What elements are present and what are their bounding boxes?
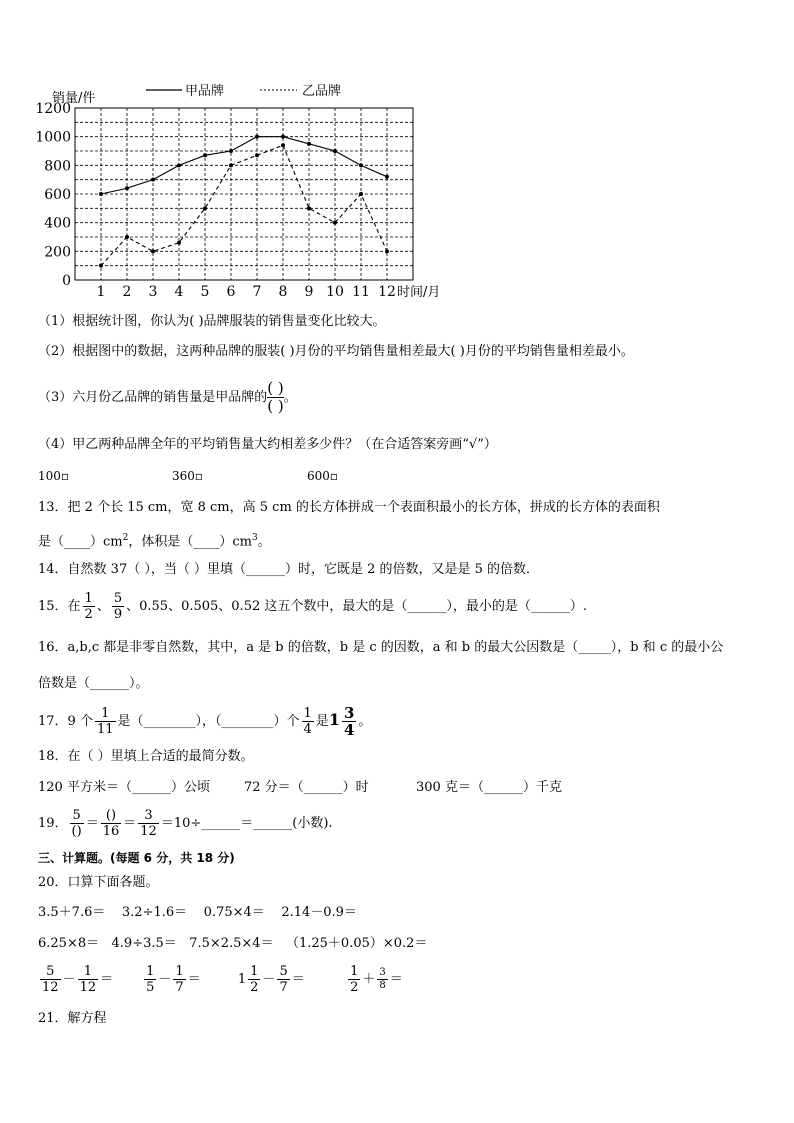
denominator: 2 [350, 980, 359, 995]
sup-3: 3 [251, 533, 258, 543]
denominator: 7 [175, 980, 184, 995]
question-14: 14．自然数 37（ ），当（ ）里填（______）时，它既是 2 的倍数，又是是 5 的倍数． [38, 562, 540, 577]
question-13-line1: 13．把 2 个长 15 cm，宽 8 cm，高 5 cm 的长方体拼成一个表面积最小的长方体，拼成的长方体的表面积 [38, 500, 660, 515]
option-360[interactable]: 360▫ [172, 469, 204, 483]
question-4: （4）甲乙两种品牌全年的平均销售量大约相差多少件？（在合适答案旁画“√”） [38, 437, 497, 452]
data-point-jia [307, 142, 311, 146]
mental-item: 0.75×4＝ [203, 905, 265, 920]
denominator: 16 [102, 824, 120, 839]
numerator: 1 [250, 964, 259, 979]
question-16-line2: 倍数是（______）。 [38, 676, 149, 691]
separator: 、 [96, 599, 110, 614]
frac [277, 964, 289, 995]
numerator: 5 [113, 591, 123, 606]
q18-item-b: 72 分＝（______）时 [244, 780, 369, 795]
fraction-1-2 [83, 591, 95, 622]
data-point-yi [177, 241, 181, 245]
fraction-3-12 [138, 808, 159, 839]
legend-label-yi: 乙品牌 [302, 84, 342, 99]
denominator: 7 [279, 980, 288, 995]
x-tick-label: 1 [96, 284, 106, 300]
question-16-line1: 16．a,b,c 都是非零自然数，其中，a 是 b 的倍数，b 是 c 的因数，a 和 b 的最大公因数是（_____），b 和 c 的最小公 [38, 640, 724, 655]
numerator: 3 [343, 704, 355, 722]
data-point-jia [359, 163, 363, 167]
period: 。 [257, 534, 271, 550]
y-tick-label: 600 [44, 187, 71, 203]
mental-item: 3.2÷1.6＝ [121, 905, 188, 920]
data-point-yi [385, 249, 389, 253]
option-100[interactable]: 100▫ [38, 469, 70, 483]
denominator: 11 [96, 722, 114, 737]
period: 。 [283, 390, 297, 405]
frac [377, 967, 387, 992]
denominator: 4 [343, 721, 355, 739]
question-3 [38, 376, 297, 420]
data-point-yi [203, 206, 207, 210]
data-point-yi [307, 206, 311, 210]
q19-text: ＝10÷______＝______(小数). [160, 816, 333, 831]
x-tick-label: 10 [326, 284, 344, 300]
data-point-yi [125, 235, 129, 239]
operator: ＋ [362, 972, 376, 987]
numerator: 3 [138, 808, 159, 824]
y-tick-label: 0 [62, 273, 71, 289]
data-point-jia [385, 175, 389, 179]
sup-2: 2 [122, 533, 129, 543]
denominator: 12 [79, 980, 97, 995]
q17-prefix: 17．9 个 [38, 714, 93, 729]
x-tick-label: 2 [122, 284, 132, 300]
frac [173, 964, 185, 995]
fraction-numerator: ( ) [267, 379, 284, 397]
frac [40, 964, 61, 995]
y-tick-label: 800 [44, 158, 71, 175]
denominator: 5 [146, 980, 155, 995]
question-18: 18．在（ ）里填上合适的最简分数。 [38, 749, 254, 764]
data-point-yi [333, 221, 337, 225]
fraction-5-9 [112, 591, 124, 622]
numerator: 1 [84, 591, 93, 606]
frac [144, 964, 156, 995]
numerator: () [101, 808, 122, 824]
numerator: 1 [95, 706, 116, 722]
denominator: 9 [113, 607, 123, 622]
denominator: 8 [379, 980, 386, 991]
series-line-yi [101, 145, 387, 265]
frac [78, 964, 99, 995]
q13-volume-blank: ，体积是（____）cm [128, 534, 252, 550]
mental-item: 3.5＋7.6＝ [38, 905, 106, 920]
whole: 1 [237, 972, 247, 987]
operator: － [158, 972, 172, 987]
denominator: 2 [250, 980, 259, 995]
x-tick-label: 8 [278, 284, 288, 300]
data-point-jia [255, 135, 259, 139]
question-1: （1）根据统计图，你认为( )品牌服装的销售量变化比较大。 [38, 314, 386, 329]
x-tick-label: 11 [352, 284, 370, 300]
equals: ＝ [187, 972, 201, 987]
y-tick-label: 1000 [35, 129, 71, 146]
question-20: 20．口算下面各题。 [38, 875, 159, 890]
operator: － [262, 972, 276, 987]
fraction-row [38, 962, 403, 998]
y-tick-label: 400 [44, 215, 71, 232]
option-600[interactable]: 600▫ [307, 469, 339, 483]
section-3-heading: 三、计算题。(每题 6 分，共 18 分) [38, 851, 235, 865]
fraction-5-blank [70, 808, 84, 839]
numerator: 5 [70, 808, 84, 824]
data-point-yi [151, 249, 155, 253]
data-point-yi [99, 264, 103, 268]
x-tick-label: 3 [148, 284, 158, 300]
operator: － [62, 972, 76, 987]
mental-item: 7.5×2.5×4＝ [189, 936, 274, 951]
x-tick-label: 9 [304, 284, 314, 300]
numerator: 5 [279, 964, 288, 979]
x-tick-label: 7 [252, 284, 262, 300]
question-3-text: （3）六月份乙品牌的销售量是甲品牌的 [38, 390, 268, 405]
mixed-fraction-3-4 [342, 705, 356, 738]
data-point-yi [255, 153, 259, 157]
q18-item-c: 300 克＝（______）千克 [416, 780, 562, 795]
fraction-1-11 [95, 706, 116, 737]
x-tick-label: 4 [174, 284, 184, 300]
numerator: 3 [379, 967, 386, 978]
question-13-line2 [38, 529, 271, 551]
data-point-jia [333, 149, 337, 153]
equals: ＝ [100, 972, 114, 987]
data-point-jia [281, 135, 285, 139]
data-point-jia [203, 153, 207, 157]
data-point-yi [281, 143, 285, 147]
question-19 [38, 807, 333, 841]
mental-item: 4.9÷3.5＝ [111, 936, 177, 951]
numerator: 1 [175, 964, 184, 979]
x-tick-label: 12 [378, 284, 396, 300]
numerator: 5 [40, 964, 61, 980]
denominator: () [71, 824, 82, 839]
y-tick-label: 200 [44, 244, 71, 261]
y-tick-label: 1200 [35, 101, 71, 117]
fraction-blank [267, 380, 283, 415]
y-axis-title: 销量/件 [52, 91, 96, 106]
q17-text: 是（________），（________）个 [117, 714, 300, 729]
q15-text: 、0.55、0.505、0.52 这五个数中，最大的是（______），最小的是（______）. [126, 599, 587, 614]
denominator: 12 [140, 824, 157, 839]
question-21: 21．解方程 [38, 1011, 107, 1026]
q18-item-a: 120 平方米＝（______）公顷 [38, 780, 210, 795]
q15-prefix: 15．在 [38, 599, 81, 614]
fraction-denominator: ( ) [267, 397, 284, 415]
mental-row-2 [38, 935, 427, 953]
data-point-yi [229, 163, 233, 167]
frac [348, 964, 360, 995]
equals: ＝ [85, 816, 99, 831]
data-point-jia [229, 149, 233, 153]
numerator: 1 [303, 706, 312, 721]
q19-prefix: 19． [38, 816, 68, 831]
numerator: 1 [146, 964, 155, 979]
sales-line-chart [0, 70, 794, 302]
legend-label-jia: 甲品牌 [185, 84, 225, 99]
equals: ＝ [291, 972, 305, 987]
mental-item: 6.25×8＝ [38, 936, 100, 951]
q17-is: 是 [315, 714, 329, 729]
data-point-jia [99, 192, 103, 196]
equals: ＝ [123, 816, 137, 831]
denominator: 2 [84, 607, 93, 622]
mental-item: （1.25＋0.05）×0.2＝ [285, 936, 428, 951]
x-tick-label: 5 [200, 284, 210, 300]
data-point-jia [151, 178, 155, 182]
data-point-jia [177, 163, 181, 167]
question-2: （2）根据图中的数据，这两种品牌的服装( )月份的平均销售量相差最大( )月份的平均销售量相差最小。 [38, 344, 634, 359]
denominator: 4 [303, 722, 312, 737]
data-point-jia [125, 186, 129, 190]
numerator: 1 [350, 964, 359, 979]
question-17 [38, 703, 371, 739]
question-15 [38, 590, 587, 624]
data-point-yi [359, 192, 363, 196]
denominator: 12 [42, 980, 59, 995]
fraction-blank-16 [101, 808, 122, 839]
x-axis-title: 时间/月 [397, 285, 441, 300]
q13-area-blank: 是（____）cm [38, 534, 123, 550]
equals: ＝ [389, 972, 403, 987]
x-tick-label: 6 [226, 284, 236, 300]
frac [248, 964, 260, 995]
series-line-jia [101, 137, 387, 194]
period: 。 [358, 714, 372, 729]
mental-row-1 [38, 904, 357, 922]
numerator: 1 [78, 964, 99, 980]
fraction-1-4 [302, 706, 314, 737]
mental-item: 2.14－0.9＝ [281, 905, 357, 920]
mixed-whole: 1 [328, 710, 340, 729]
